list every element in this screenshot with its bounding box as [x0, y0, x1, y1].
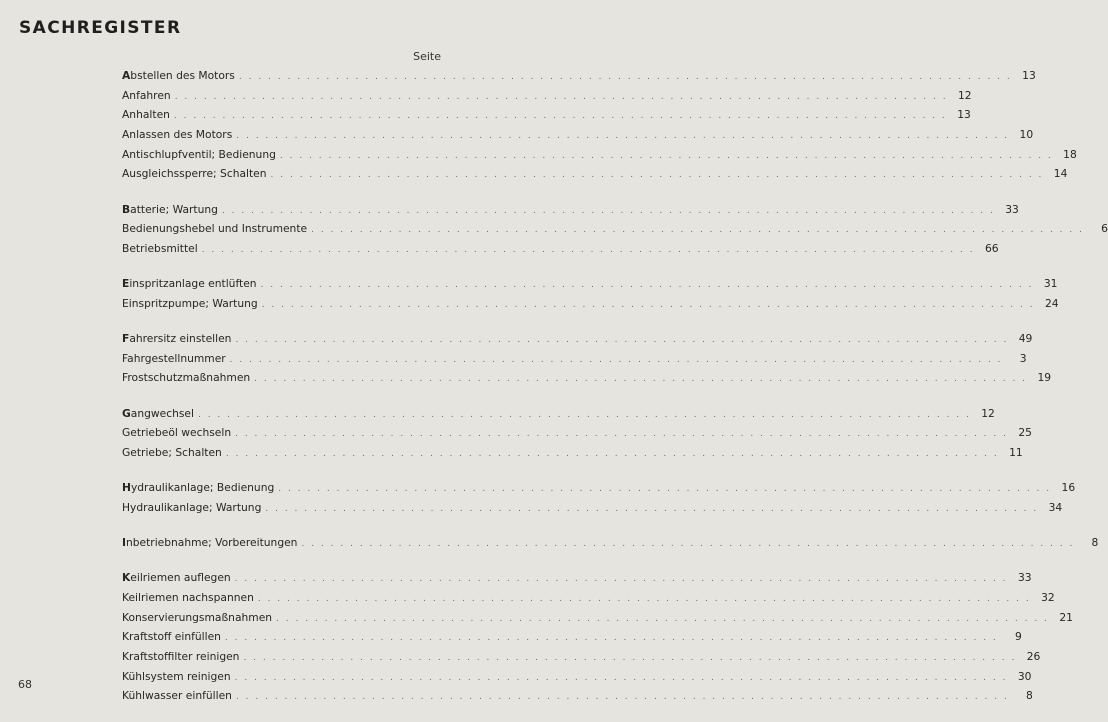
entry-term	[122, 86, 171, 106]
entry-page-number: 3	[1019, 351, 1027, 365]
dot-leader: . . . . . . . . . . . . . . . . . . . . . . . . . . . . . . . . . . . . . . . . . . . . . . . . . . . . . . . . . . . . . . . . . . . . . . . . . . . . . . . .	[235, 429, 1008, 440]
index-group	[122, 533, 1099, 553]
dot-leader: . . . . . . . . . . . . . . . . . . . . . . . . . . . . . . . . . . . . . . . . . . . . . . . . . . . . . . . . . . . . . . . . . . . . . . . . . . . . . . . .	[236, 131, 1010, 142]
index-entry	[122, 533, 1099, 553]
index-entry	[122, 423, 1032, 443]
index-entry	[122, 588, 1055, 608]
index-entry	[122, 329, 1033, 349]
entry-label: nbetriebnahme; Vorbereitungen	[125, 536, 298, 550]
entry-label: Kraftstoffilter reinigen	[122, 650, 240, 663]
entry-page-number: 25	[1018, 426, 1032, 440]
index-entry	[122, 66, 1036, 86]
dot-leader: . . . . . . . . . . . . . . . . . . . . . . . . . . . . . . . . . . . . . . . . . . . . . . . . . . . . . . . . . . . . . . . . . . . . . . . . . . . . . . . .	[235, 692, 1009, 703]
dot-leader: . . . . . . . . . . . . . . . . . . . . . . . . . . . . . . . . . . . . . . . . . . . . . . . . . . . . . . . . . . . . . . . . . . . . . . . . . . . . . . . .	[229, 354, 1003, 365]
entry-term	[122, 200, 218, 220]
dot-leader: . . . . . . . . . . . . . . . . . . . . . . . . . . . . . . . . . . . . . . . . . . . . . . . . . . . . . . . . . . . . . . . . . . . . . . . . . . . . . . . .	[225, 449, 999, 459]
index-entry	[122, 647, 1041, 667]
dot-leader: . . . . . . . . . . . . . . . . . . . . . . . . . . . . . . . . . . . . . . . . . . . . . . . . . . . . . . . . . . . . . . . . . . . . . . . . . . . . . . . .	[254, 374, 1028, 385]
entry-page-number: 34	[1048, 500, 1063, 514]
entry-initial-letter: E	[122, 277, 130, 291]
entry-page-number: 33	[1017, 571, 1032, 585]
entry-page-number: 11	[1009, 446, 1023, 459]
entry-initial-letter: K	[122, 571, 131, 585]
dot-leader: . . . . . . . . . . . . . . . . . . . . . . . . . . . . . . . . . . . . . . . . . . . . . . . . . . . . . . . . . . . . . . . . . . . . . . . . . . . . . . . .	[279, 150, 1053, 161]
entry-term	[122, 647, 239, 667]
entry-label: Bedienungshebel und Instrumente	[122, 222, 308, 236]
index-entry	[122, 274, 1058, 294]
entry-label: Antischlupfventil; Bedienung	[122, 147, 276, 161]
dot-leader: . . . . . . . . . . . . . . . . . . . . . . . . . . . . . . . . . . . . . . . . . . . . . . . . . . . . . . . . . . . . . . . . . . . . . . . . . . . . . . . .	[221, 205, 995, 216]
index-entry	[122, 627, 1022, 647]
entry-page-number: 6	[1101, 222, 1108, 236]
entry-page-number: 16	[1061, 481, 1076, 495]
entry-label: bstellen des Motors	[130, 69, 235, 82]
index-group	[122, 568, 1073, 706]
entry-term	[122, 105, 170, 125]
index-group	[122, 404, 1032, 463]
index-entry	[122, 608, 1073, 628]
page-column-label: Seite	[413, 50, 441, 63]
entry-label: Anfahren	[122, 88, 171, 102]
index-entry	[122, 86, 972, 106]
entry-term	[122, 443, 222, 463]
entry-term	[122, 568, 231, 588]
entry-page-number: 8	[1091, 536, 1099, 550]
entry-label: Betriebsmittel	[122, 242, 198, 255]
entry-term	[122, 667, 231, 687]
index-entry	[122, 443, 1023, 463]
entry-page-number: 33	[1005, 202, 1019, 216]
dot-leader: . . . . . . . . . . . . . . . . . . . . . . . . . . . . . . . . . . . . . . . . . . . . . . . . . . . . . . . . . . . . . . . . . . . . . . . . . . . . . . . .	[276, 613, 1049, 624]
entry-label: Fahrgestellnummer	[122, 351, 226, 365]
page-number: 68	[18, 678, 32, 691]
dot-leader: . . . . . . . . . . . . . . . . . . . . . . . . . . . . . . . . . . . . . . . . . . . . . . . . . . . . . . . . . . . . . . . . . . . . . . . . . . . . . . . .	[257, 593, 1031, 604]
index-group	[122, 478, 1076, 517]
entry-page-number: 24	[1044, 296, 1059, 310]
index-entry	[122, 568, 1032, 588]
dot-leader: . . . . . . . . . . . . . . . . . . . . . . . . . . . . . . . . . . . . . . . . . . . . . . . . . . . . . . . . . . . . . . . . . . . . . . . . . . . . . . . .	[173, 111, 947, 122]
entry-label: ydraulikanlage; Bedienung	[130, 481, 275, 495]
index-entry	[122, 667, 1032, 687]
entry-page-number: 30	[1017, 669, 1032, 683]
entry-term	[122, 125, 232, 145]
dot-leader: . . . . . . . . . . . . . . . . . . . . . . . . . . . . . . . . . . . . . . . . . . . . . . . . . . . . . . . . . . . . . . . . . . . . . . . . . . . . . . . .	[260, 280, 1034, 291]
entry-label: inspritzanlage entlüften	[129, 277, 257, 291]
entry-page-number: 21	[1059, 610, 1073, 624]
entry-initial-letter: I	[122, 536, 126, 550]
entry-label: Hydraulikanlage; Wartung	[122, 500, 262, 514]
entry-label: Kühlsystem reinigen	[122, 669, 231, 683]
entry-page-number: 14	[1053, 167, 1068, 181]
index-entry	[122, 404, 995, 424]
entry-page-number: 9	[1014, 630, 1022, 644]
entry-term	[122, 294, 258, 314]
entry-term	[122, 219, 307, 239]
entry-label: Kühlwasser einfüllen	[122, 689, 232, 703]
index-group	[122, 329, 1052, 388]
entry-term	[122, 423, 231, 443]
entry-term	[122, 66, 235, 86]
entry-term	[122, 274, 257, 294]
index-group	[122, 200, 1108, 259]
entry-page-number: 66	[984, 242, 999, 255]
dot-leader: . . . . . . . . . . . . . . . . . . . . . . . . . . . . . . . . . . . . . . . . . . . . . . . . . . . . . . . . . . . . . . . . . . . . . . . . . . . . . . . .	[197, 409, 971, 420]
entry-label: Getriebeöl wechseln	[122, 426, 232, 440]
entry-label: angwechsel	[130, 406, 194, 420]
entry-term	[122, 627, 221, 647]
entry-page-number: 49	[1018, 332, 1033, 346]
entry-page-number: 13	[957, 108, 971, 122]
index-entry	[122, 239, 999, 259]
index-entry	[122, 294, 1059, 314]
dot-leader: . . . . . . . . . . . . . . . . . . . . . . . . . . . . . . . . . . . . . . . . . . . . . . . . . . . . . . . . . . . . . . . . . . . . . . . . . . . . . . . .	[234, 672, 1008, 683]
index-entry	[122, 219, 1108, 239]
entry-label: Konservierungsmaßnahmen	[122, 610, 273, 624]
entry-page-number: 12	[957, 88, 972, 102]
dot-leader: . . . . . . . . . . . . . . . . . . . . . . . . . . . . . . . . . . . . . . . . . . . . . . . . . . . . . . . . . . . . . . . . . . . . . . . . . . . . . . . .	[311, 225, 1084, 236]
index-entry	[122, 164, 1068, 184]
entry-term	[122, 145, 276, 165]
dot-leader: . . . . . . . . . . . . . . . . . . . . . . . . . . . . . . . . . . . . . . . . . . . . . . . . . . . . . . . . . . . . . . . . . . . . . . . . . . . . . . . .	[278, 484, 1052, 495]
entry-term	[122, 478, 274, 498]
index-entry	[122, 498, 1063, 518]
entry-initial-letter: B	[122, 202, 131, 216]
entry-initial-letter: F	[122, 332, 130, 346]
entry-label: Keilriemen nachspannen	[122, 590, 254, 604]
index-group	[122, 66, 1077, 184]
dot-leader: . . . . . . . . . . . . . . . . . . . . . . . . . . . . . . . . . . . . . . . . . . . . . . . . . . . . . . . . . . . . . . . . . . . . . . . . . . . . . . . .	[265, 503, 1039, 514]
index-entry	[122, 125, 1034, 145]
entry-initial-letter: G	[122, 406, 131, 420]
index-entry	[122, 349, 1027, 369]
entry-label: Einspritzpumpe; Wartung	[122, 296, 258, 310]
entry-page-number: 32	[1041, 590, 1055, 604]
dot-leader: . . . . . . . . . . . . . . . . . . . . . . . . . . . . . . . . . . . . . . . . . . . . . . . . . . . . . . . . . . . . . . . . . . . . . . . . . . . . . . . .	[234, 574, 1008, 585]
index-entry	[122, 105, 971, 125]
subject-index	[122, 66, 1108, 722]
entry-initial-letter: H	[122, 481, 131, 495]
entry-page-number: 26	[1026, 650, 1041, 663]
entry-term	[122, 239, 198, 259]
dot-leader: . . . . . . . . . . . . . . . . . . . . . . . . . . . . . . . . . . . . . . . . . . . . . . . . . . . . . . . . . . . . . . . . . . . . . . . . . . . . . . . .	[201, 245, 975, 255]
entry-label: Frostschutzmaßnahmen	[122, 371, 251, 385]
entry-label: Getriebe; Schalten	[122, 446, 222, 459]
entry-label: Ausgleichssperre; Schalten	[122, 167, 267, 181]
dot-leader: . . . . . . . . . . . . . . . . . . . . . . . . . . . . . . . . . . . . . . . . . . . . . . . . . . . . . . . . . . . . . . . . . . . . . . . . . . . . . . . .	[243, 653, 1017, 663]
entry-label: ahrersitz einstellen	[129, 332, 232, 346]
entry-page-number: 19	[1037, 371, 1052, 385]
dot-leader: . . . . . . . . . . . . . . . . . . . . . . . . . . . . . . . . . . . . . . . . . . . . . . . . . . . . . . . . . . . . . . . . . . . . . . . . . . . . . . . .	[224, 633, 998, 644]
entry-term	[122, 686, 232, 706]
entry-term	[122, 608, 272, 628]
dot-leader: . . . . . . . . . . . . . . . . . . . . . . . . . . . . . . . . . . . . . . . . . . . . . . . . . . . . . . . . . . . . . . . . . . . . . . . . . . . . . . . .	[261, 299, 1035, 310]
entry-label: Anlassen des Motors	[122, 128, 233, 142]
index-entry	[122, 368, 1052, 388]
entry-term	[122, 329, 231, 349]
entry-term	[122, 533, 297, 553]
dot-leader: . . . . . . . . . . . . . . . . . . . . . . . . . . . . . . . . . . . . . . . . . . . . . . . . . . . . . . . . . . . . . . . . . . . . . . . . . . . . . . . .	[238, 72, 1012, 82]
index-entry	[122, 200, 1019, 220]
dot-leader: . . . . . . . . . . . . . . . . . . . . . . . . . . . . . . . . . . . . . . . . . . . . . . . . . . . . . . . . . . . . . . . . . . . . . . . . . . . . . . . .	[301, 539, 1075, 550]
index-entry	[122, 478, 1076, 498]
entry-term	[122, 404, 194, 424]
entry-term	[122, 349, 226, 369]
entry-label: eilriemen auflegen	[130, 571, 231, 585]
entry-page-number: 8	[1026, 689, 1033, 703]
entry-term	[122, 368, 250, 388]
entry-term	[122, 164, 267, 184]
entry-term	[122, 498, 261, 518]
entry-label: Anhalten	[122, 108, 170, 122]
dot-leader: . . . . . . . . . . . . . . . . . . . . . . . . . . . . . . . . . . . . . . . . . . . . . . . . . . . . . . . . . . . . . . . . . . . . . . . . . . . . . . . .	[235, 335, 1009, 346]
dot-leader: . . . . . . . . . . . . . . . . . . . . . . . . . . . . . . . . . . . . . . . . . . . . . . . . . . . . . . . . . . . . . . . . . . . . . . . . . . . . . . . .	[174, 91, 948, 102]
entry-label: atterie; Wartung	[130, 202, 218, 216]
page-title: SACHREGISTER	[19, 18, 182, 38]
entry-page-number: 10	[1019, 128, 1034, 142]
entry-page-number: 18	[1063, 147, 1077, 161]
entry-label: Kraftstoff einfüllen	[122, 630, 221, 644]
entry-page-number: 13	[1022, 69, 1036, 82]
entry-initial-letter: A	[122, 69, 131, 82]
index-entry	[122, 145, 1077, 165]
entry-page-number: 31	[1043, 277, 1058, 291]
index-entry	[122, 686, 1033, 706]
dot-leader: . . . . . . . . . . . . . . . . . . . . . . . . . . . . . . . . . . . . . . . . . . . . . . . . . . . . . . . . . . . . . . . . . . . . . . . . . . . . . . . .	[270, 170, 1044, 181]
entry-page-number: 12	[981, 406, 995, 420]
index-group	[122, 274, 1059, 313]
entry-term	[122, 588, 254, 608]
